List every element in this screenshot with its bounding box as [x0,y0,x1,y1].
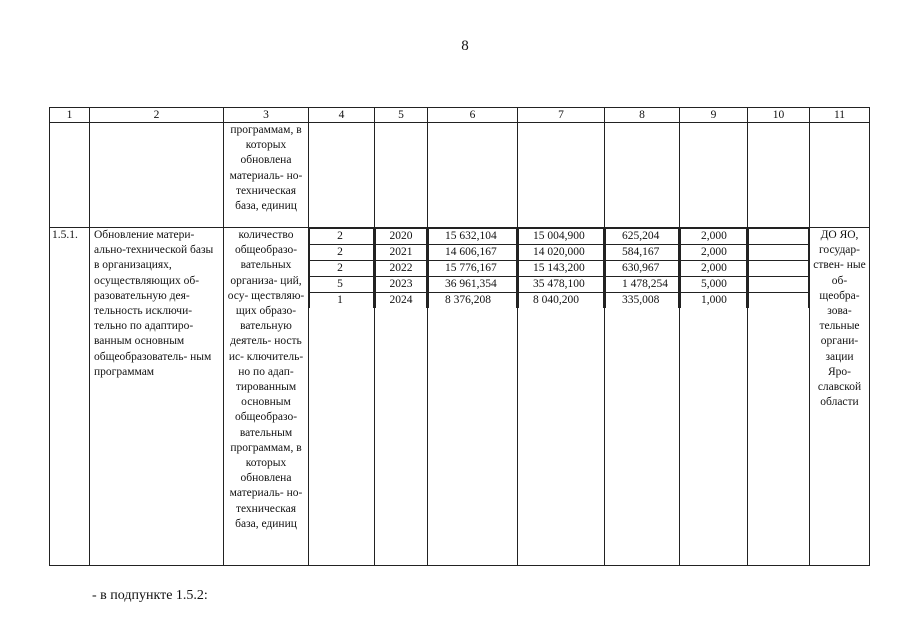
value-cell: 625,204 [606,229,679,245]
subsection-note: - в подпункте 1.5.2: [92,588,208,603]
value-cell: 14 606,167 [429,245,517,261]
header-cell: 2 [90,108,224,123]
value-cell: 36 961,354 [429,277,517,293]
value-cell: 8 376,208 [429,293,517,309]
header-cell: 3 [224,108,309,123]
value-cell: 15 143,200 [519,261,604,277]
value-cell: 2,000 [681,229,747,245]
value-cell: 2,000 [681,261,747,277]
table-row-1-5-1 [50,228,870,566]
value-cell: 335,008 [606,293,679,309]
continuation-row [50,123,870,228]
program-table [49,107,870,566]
header-cell: 11 [810,108,870,123]
header-cell: 4 [309,108,375,123]
value-cell: 15 776,167 [429,261,517,277]
header-cell: 1 [50,108,90,123]
col-10-values [748,228,810,566]
value-cell: 15 004,900 [519,229,604,245]
header-cell: 5 [375,108,428,123]
continuation-indicator: программам, в которых обновлена материаль- но- техническая база, единиц [224,123,309,228]
value-cell: 5,000 [681,277,747,293]
value-cell: 584,167 [606,245,679,261]
value-cell: 8 040,200 [519,293,604,309]
page-number: 8 [461,38,469,54]
row-indicator: количество общеобразо- вательных организа- ций, осу- ществляю- щих образо- вательную деятель- ность ис- ключитель- но по адап- тированным основным общеобразо- вательным программам, в которых обновлена материаль- но- техническая база, единиц [224,228,309,566]
col-6-values [428,228,518,566]
value-cell: 35 478,100 [519,277,604,293]
value-cell: 1 478,254 [606,277,679,293]
col-8-values [605,228,680,566]
col-9-values [680,228,748,566]
col-4-values [309,228,375,566]
value-cell: 14 020,000 [519,245,604,261]
value-cell: 2 [310,261,374,277]
year-cell: 2024 [376,293,427,309]
header-cell: 10 [748,108,810,123]
col-7-values [518,228,605,566]
row-description: Обновление матери- ально-технической базы в организациях, осуществляющих об- разовательную дея- тельность исключи- тельно по адаптиро- ванным основным общеобразователь- ным программам [90,228,224,566]
year-cell: 2023 [376,277,427,293]
value-cell: 1 [310,293,374,309]
value-cell: 5 [310,277,374,293]
value-cell [749,293,809,309]
row-number: 1.5.1. [50,228,90,566]
header-row [50,108,870,123]
year-cell: 2022 [376,261,427,277]
value-cell: 2,000 [681,245,747,261]
year-values [375,228,428,566]
header-cell: 7 [518,108,605,123]
value-cell [749,245,809,261]
value-cell: 630,967 [606,261,679,277]
header-cell: 8 [605,108,680,123]
value-cell: 2 [310,245,374,261]
value-cell [749,229,809,245]
value-cell: 2 [310,229,374,245]
header-cell: 6 [428,108,518,123]
year-cell: 2020 [376,229,427,245]
row-executor: ДО ЯО, государ- ствен- ные об- щеобра- зова- тельные органи- зации Яро- славской области [810,228,870,566]
value-cell: 1,000 [681,293,747,309]
value-cell [749,261,809,277]
header-cell: 9 [680,108,748,123]
year-cell: 2021 [376,245,427,261]
value-cell [749,277,809,293]
value-cell: 15 632,104 [429,229,517,245]
